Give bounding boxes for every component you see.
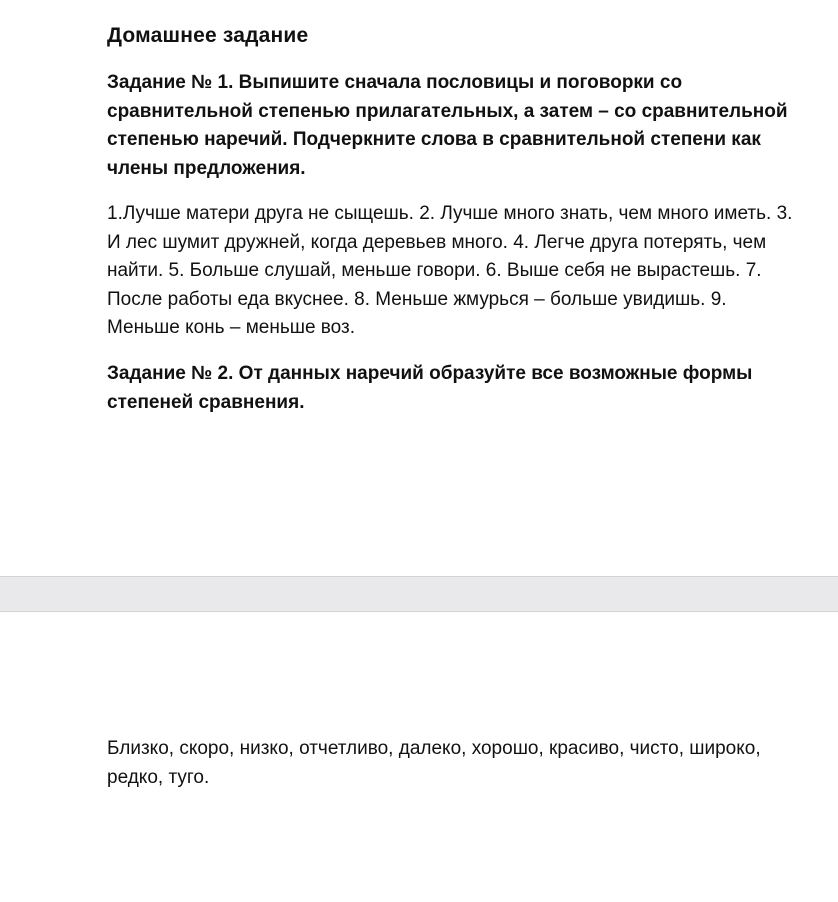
proverbs-paragraph: 1.Лучше матери друга не сыщешь. 2. Лучше много знать, чем много иметь. 3. И лес шумит дружней, когда деревьев много. 4. Легче друга потерять, чем найти. 5. Больше слушай, меньше говори. 6. Выше себя не вырастешь. 7. После работы еда вкуснее. 8. Меньше жмурься – больше увидишь. 9. Меньше конь – меньше воз. [107, 203, 793, 338]
document-title: Домашнее задание [107, 24, 309, 47]
task-2-heading: Задание № 2. От данных наречий образуйте все возможные формы степеней сравнения. [107, 363, 753, 413]
page-separator [0, 576, 838, 612]
task-1-heading: Задание № 1. Выпишите сначала пословицы и поговорки со сравнительной степенью прилагательных, а затем – со сравнительной степенью наречий. Подчеркните слова в сравнительной степени как члены предложения. [107, 72, 788, 179]
adverbs-list: Близко, скоро, низко, отчетливо, далеко, хорошо, красиво, чисто, широко, редко, туго. [107, 738, 761, 788]
